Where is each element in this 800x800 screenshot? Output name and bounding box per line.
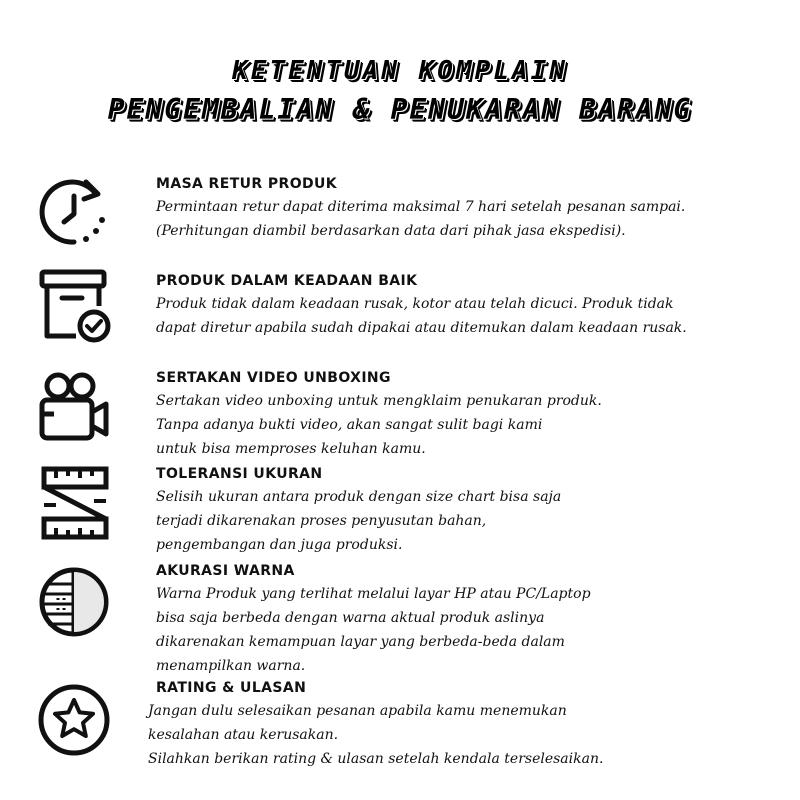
section-line: kesalahan atau kerusakan.: [148, 727, 339, 743]
section-line: Permintaan retur dapat diterima maksimal 7 hari setelah pesanan sampai.: [156, 199, 686, 215]
page-title-line1: KETENTUAN KOMPLAIN: [232, 56, 568, 86]
section-line: untuk bisa memproses keluhan kamu.: [156, 441, 426, 457]
section-line: dapat diretur apabila sudah dipakai atau ditemukan dalam keadaan rusak.: [156, 320, 687, 336]
section-line: Tanpa adanya bukti video, akan sangat sulit bagi kami: [156, 417, 543, 433]
section-title: SERTAKAN VIDEO UNBOXING: [156, 370, 391, 386]
section-line: pengembangan dan juga produksi.: [156, 537, 403, 553]
section-line: Warna Produk yang terlihat melalui layar HP atau PC/Laptop: [156, 586, 591, 602]
ruler-icon: [34, 463, 114, 543]
section-line: terjadi dikarenakan proses penyusutan bahan,: [156, 513, 487, 529]
color-contrast-icon: [34, 562, 114, 642]
section-line: (Perhitungan diambil berdasarkan data dari pihak jasa ekspedisi).: [156, 223, 626, 239]
section-title: RATING & ULASAN: [156, 680, 307, 696]
section-line: Selisih ukuran antara produk dengan size chart bisa saja: [156, 489, 562, 505]
section-line: dikarenakan kemampuan layar yang berbeda-beda dalam: [156, 634, 565, 650]
section-rating-ulasan: [148, 680, 603, 771]
section-line: Silahkan berikan rating & ulasan setelah kendala terselesaikan.: [148, 751, 604, 767]
page-title-line2: PENGEMBALIAN & PENUKARAN BARANG: [107, 93, 693, 126]
section-toleransi-ukuran: [156, 466, 561, 557]
section-line: Jangan dulu selesaikan pesanan apabila kamu menemukan: [148, 703, 567, 719]
clock-return-icon: [34, 172, 114, 252]
section-title: MASA RETUR PRODUK: [156, 176, 338, 192]
section-line: Produk tidak dalam keadaan rusak, kotor atau telah dicuci. Produk tidak: [156, 296, 674, 312]
section-masa-retur: [156, 176, 685, 243]
section-title: AKURASI WARNA: [156, 563, 295, 579]
box-check-icon: [34, 266, 114, 346]
section-line: menampilkan warna.: [156, 658, 306, 674]
section-akurasi-warna: [156, 563, 591, 678]
section-title: TOLERANSI UKURAN: [156, 466, 323, 482]
section-line: bisa saja berbeda dengan warna aktual produk aslinya: [156, 610, 545, 626]
star-rating-icon: [34, 680, 114, 760]
section-line: Sertakan video unboxing untuk mengklaim penukaran produk.: [156, 393, 602, 409]
video-camera-icon: [34, 368, 114, 448]
section-produk-baik: [156, 273, 687, 340]
section-video-unboxing: [156, 370, 602, 461]
section-title: PRODUK DALAM KEADAAN BAIK: [156, 273, 418, 289]
